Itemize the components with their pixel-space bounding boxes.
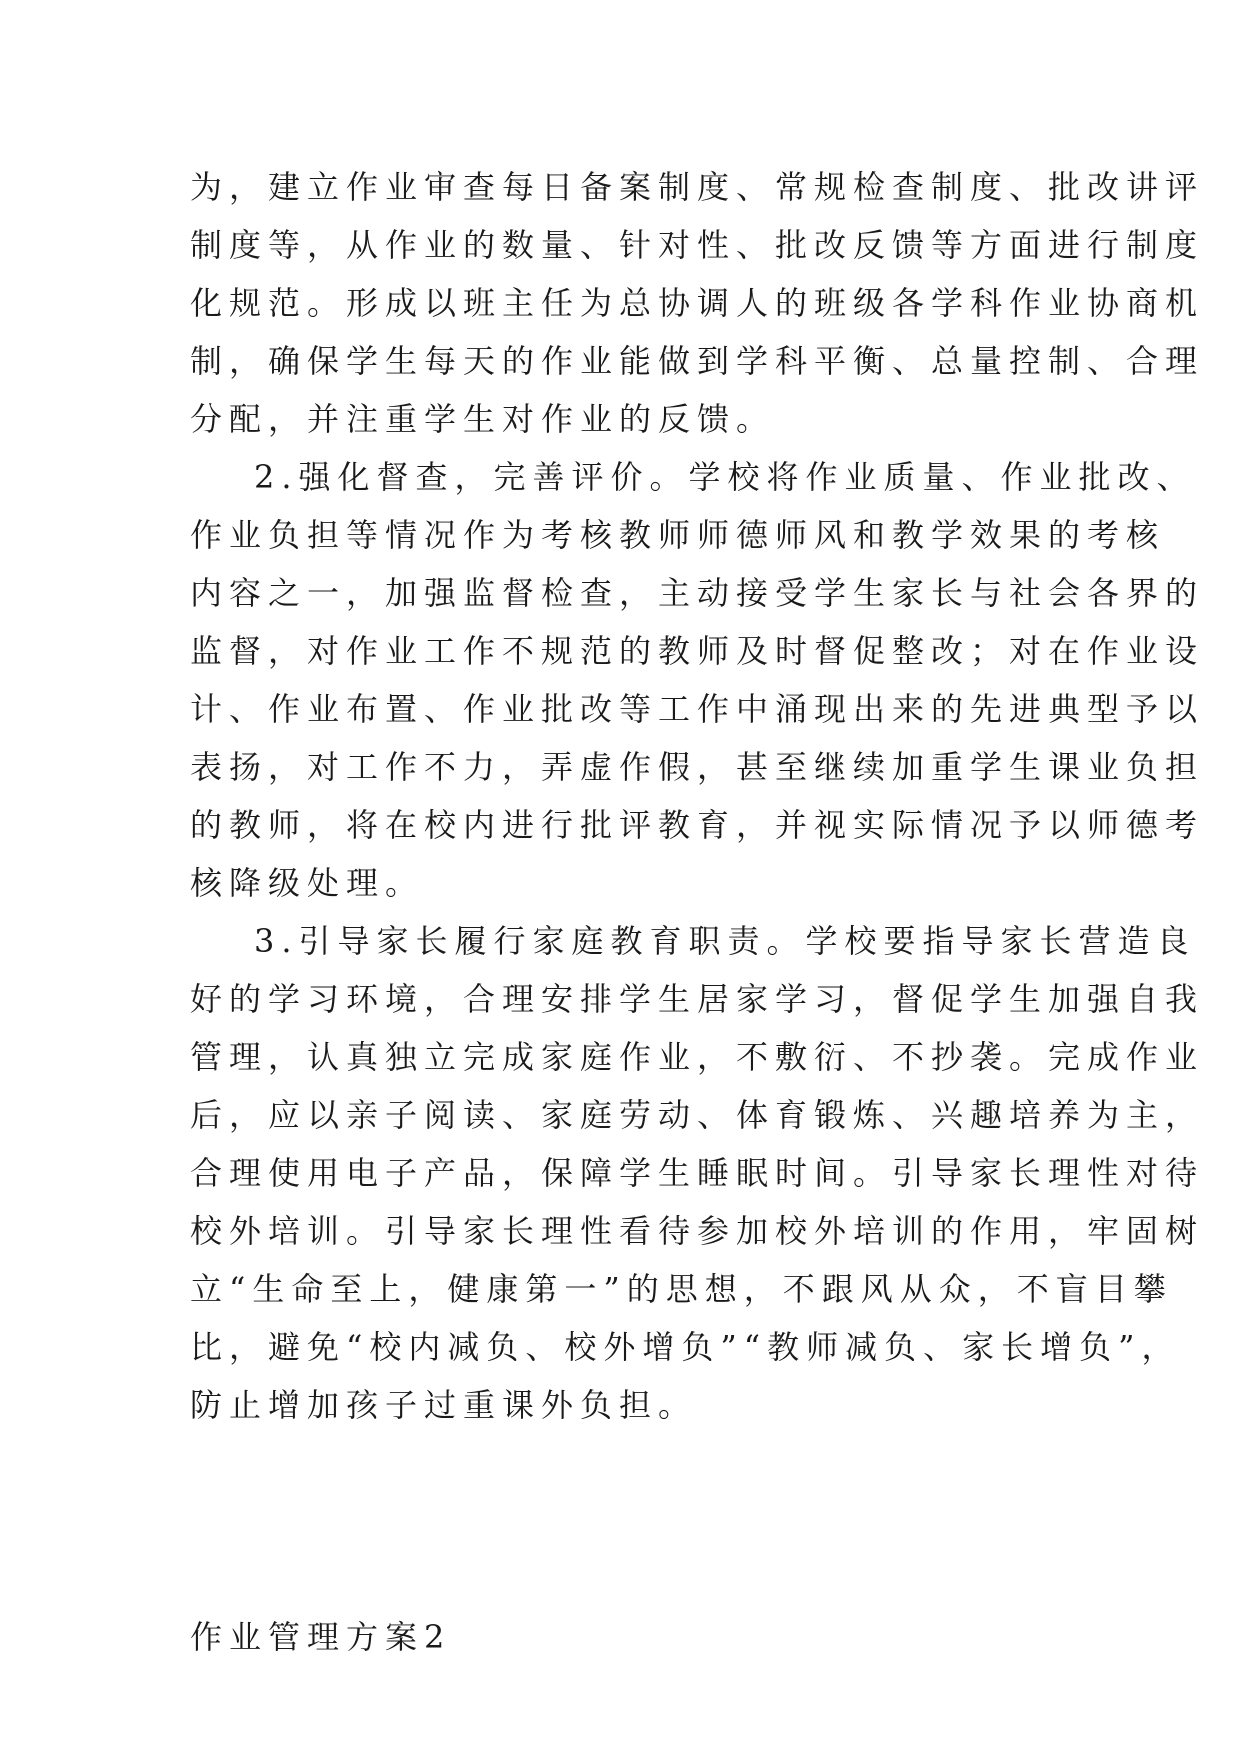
text-line: 计、作业布置、作业批改等工作中涌现出来的先进典型予以	[190, 690, 1205, 728]
paragraph-2	[190, 448, 1205, 912]
text-line: 后，应以亲子阅读、家庭劳动、体育锻炼、兴趣培养为主，	[190, 1096, 1205, 1134]
section-heading: 作业管理方案2	[190, 1618, 452, 1656]
text-line: 校外培训。引导家长理性看待参加校外培训的作用，牢固树	[190, 1212, 1205, 1250]
text-line: 制，确保学生每天的作业能做到学科平衡、总量控制、合理	[190, 342, 1205, 380]
text-line: 防止增加孩子过重课外负担。	[190, 1386, 698, 1424]
text-line: 制度等，从作业的数量、针对性、批改反馈等方面进行制度	[190, 226, 1205, 264]
document-page	[190, 158, 1205, 1666]
text-line: 表扬，对工作不力，弄虚作假，甚至继续加重学生课业负担	[190, 748, 1205, 786]
paragraph-3	[190, 912, 1205, 1434]
paragraph-1	[190, 158, 1205, 448]
text-line: 合理使用电子产品，保障学生睡眠时间。引导家长理性对待	[190, 1154, 1205, 1192]
text-line: 的教师，将在校内进行批评教育，并视实际情况予以师德考	[190, 806, 1205, 844]
text-line: 好的学习环境，合理安排学生居家学习，督促学生加强自我	[190, 980, 1205, 1018]
text-line: 立“生命至上，健康第一”的思想，不跟风从众，不盲目攀	[190, 1270, 1173, 1308]
text-line: 内容之一，加强监督检查，主动接受学生家长与社会各界的	[190, 574, 1205, 612]
text-line: 监督，对作业工作不规范的教师及时督促整改；对在作业设	[190, 632, 1205, 670]
text-line: 核降级处理。	[190, 864, 425, 902]
text-line: 3.引导家长履行家庭教育职责。学校要指导家长营造良	[254, 922, 1196, 960]
text-line: 分配，并注重学生对作业的反馈。	[190, 400, 776, 438]
text-line: 为，建立作业审查每日备案制度、常规检查制度、批改讲评	[190, 168, 1205, 206]
text-line: 管理，认真独立完成家庭作业，不敷衍、不抄袭。完成作业	[190, 1038, 1205, 1076]
text-line: 比，避免“校内减负、校外增负”“教师减负、家长增负”，	[190, 1328, 1181, 1366]
text-line: 化规范。形成以班主任为总协调人的班级各学科作业协商机	[190, 284, 1205, 322]
text-line: 2.强化督查，完善评价。学校将作业质量、作业批改、	[254, 458, 1196, 496]
text-line: 作业负担等情况作为考核教师师德师风和教学效果的考核	[190, 516, 1166, 554]
section-gap	[190, 1434, 1062, 1608]
